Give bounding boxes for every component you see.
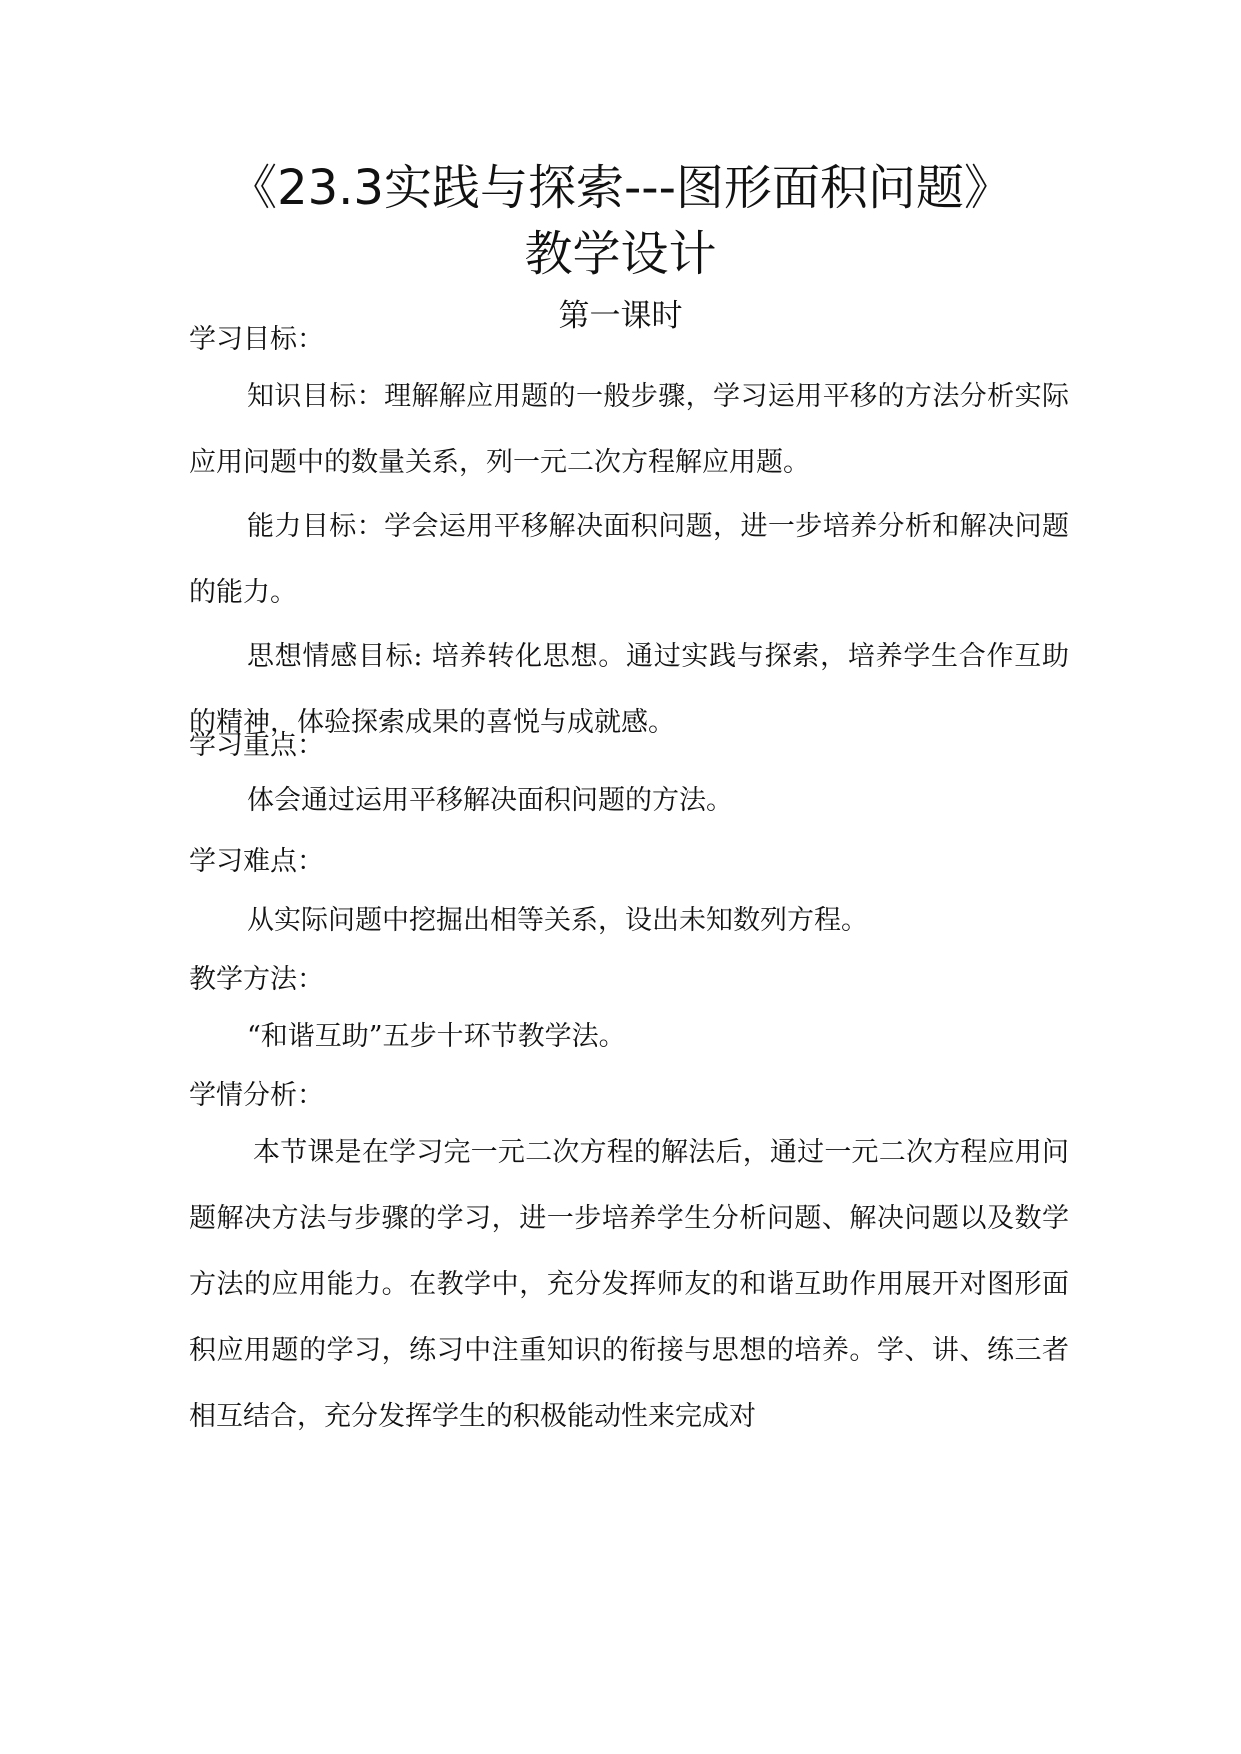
emotion-objective-paragraph: 思想情感目标: 培养转化思想。通过实践与探索，培养学生合作互助的精神，体验探索成果的喜悦与成就感。 — [189, 641, 1069, 738]
difficulties-heading: 学习难点： — [189, 846, 324, 877]
document-subtitle: 第一课时 — [558, 298, 683, 334]
ability-objective-paragraph: 能力目标：学会运用平移解决面积问题，进一步培养分析和解决问题的能力。 — [189, 511, 1069, 608]
key-points-heading: 学习重点： — [189, 730, 324, 761]
methods-paragraph: “和谐互助”五步十环节教学法。 — [247, 1021, 626, 1052]
methods-heading: 教学方法： — [189, 964, 324, 995]
analysis-paragraph: 本节课是在学习完一元二次方程的解法后，通过一元二次方程应用问题解决方法与步骤的学习，进一步培养学生分析问题、解决问题以及数学方法的应用能力。在教学中，充分发挥师友的和谐互助作用展开对图形面积应用题的学习，练习中注重知识的衔接与思想的培养。学、讲、练三者相互结合，充分发挥学生的积极能动性来完成对 — [189, 1137, 1069, 1432]
key-points-paragraph: 体会通过运用平移解决面积问题的方法。 — [247, 785, 733, 816]
difficulties-paragraph: 从实际问题中挖掘出相等关系，设出未知数列方程。 — [247, 905, 868, 936]
knowledge-objective-paragraph: 知识目标：理解解应用题的一般步骤，学习运用平移的方法分析实际应用问题中的数量关系，列一元二次方程解应用题。 — [189, 381, 1069, 478]
objectives-heading: 学习目标： — [189, 324, 324, 355]
document-title-line2: 教学设计 — [524, 226, 717, 282]
document-title-line1: 《23.3实践与探索---图形面积问题》 — [229, 160, 1012, 216]
analysis-heading: 学情分析： — [189, 1080, 324, 1111]
